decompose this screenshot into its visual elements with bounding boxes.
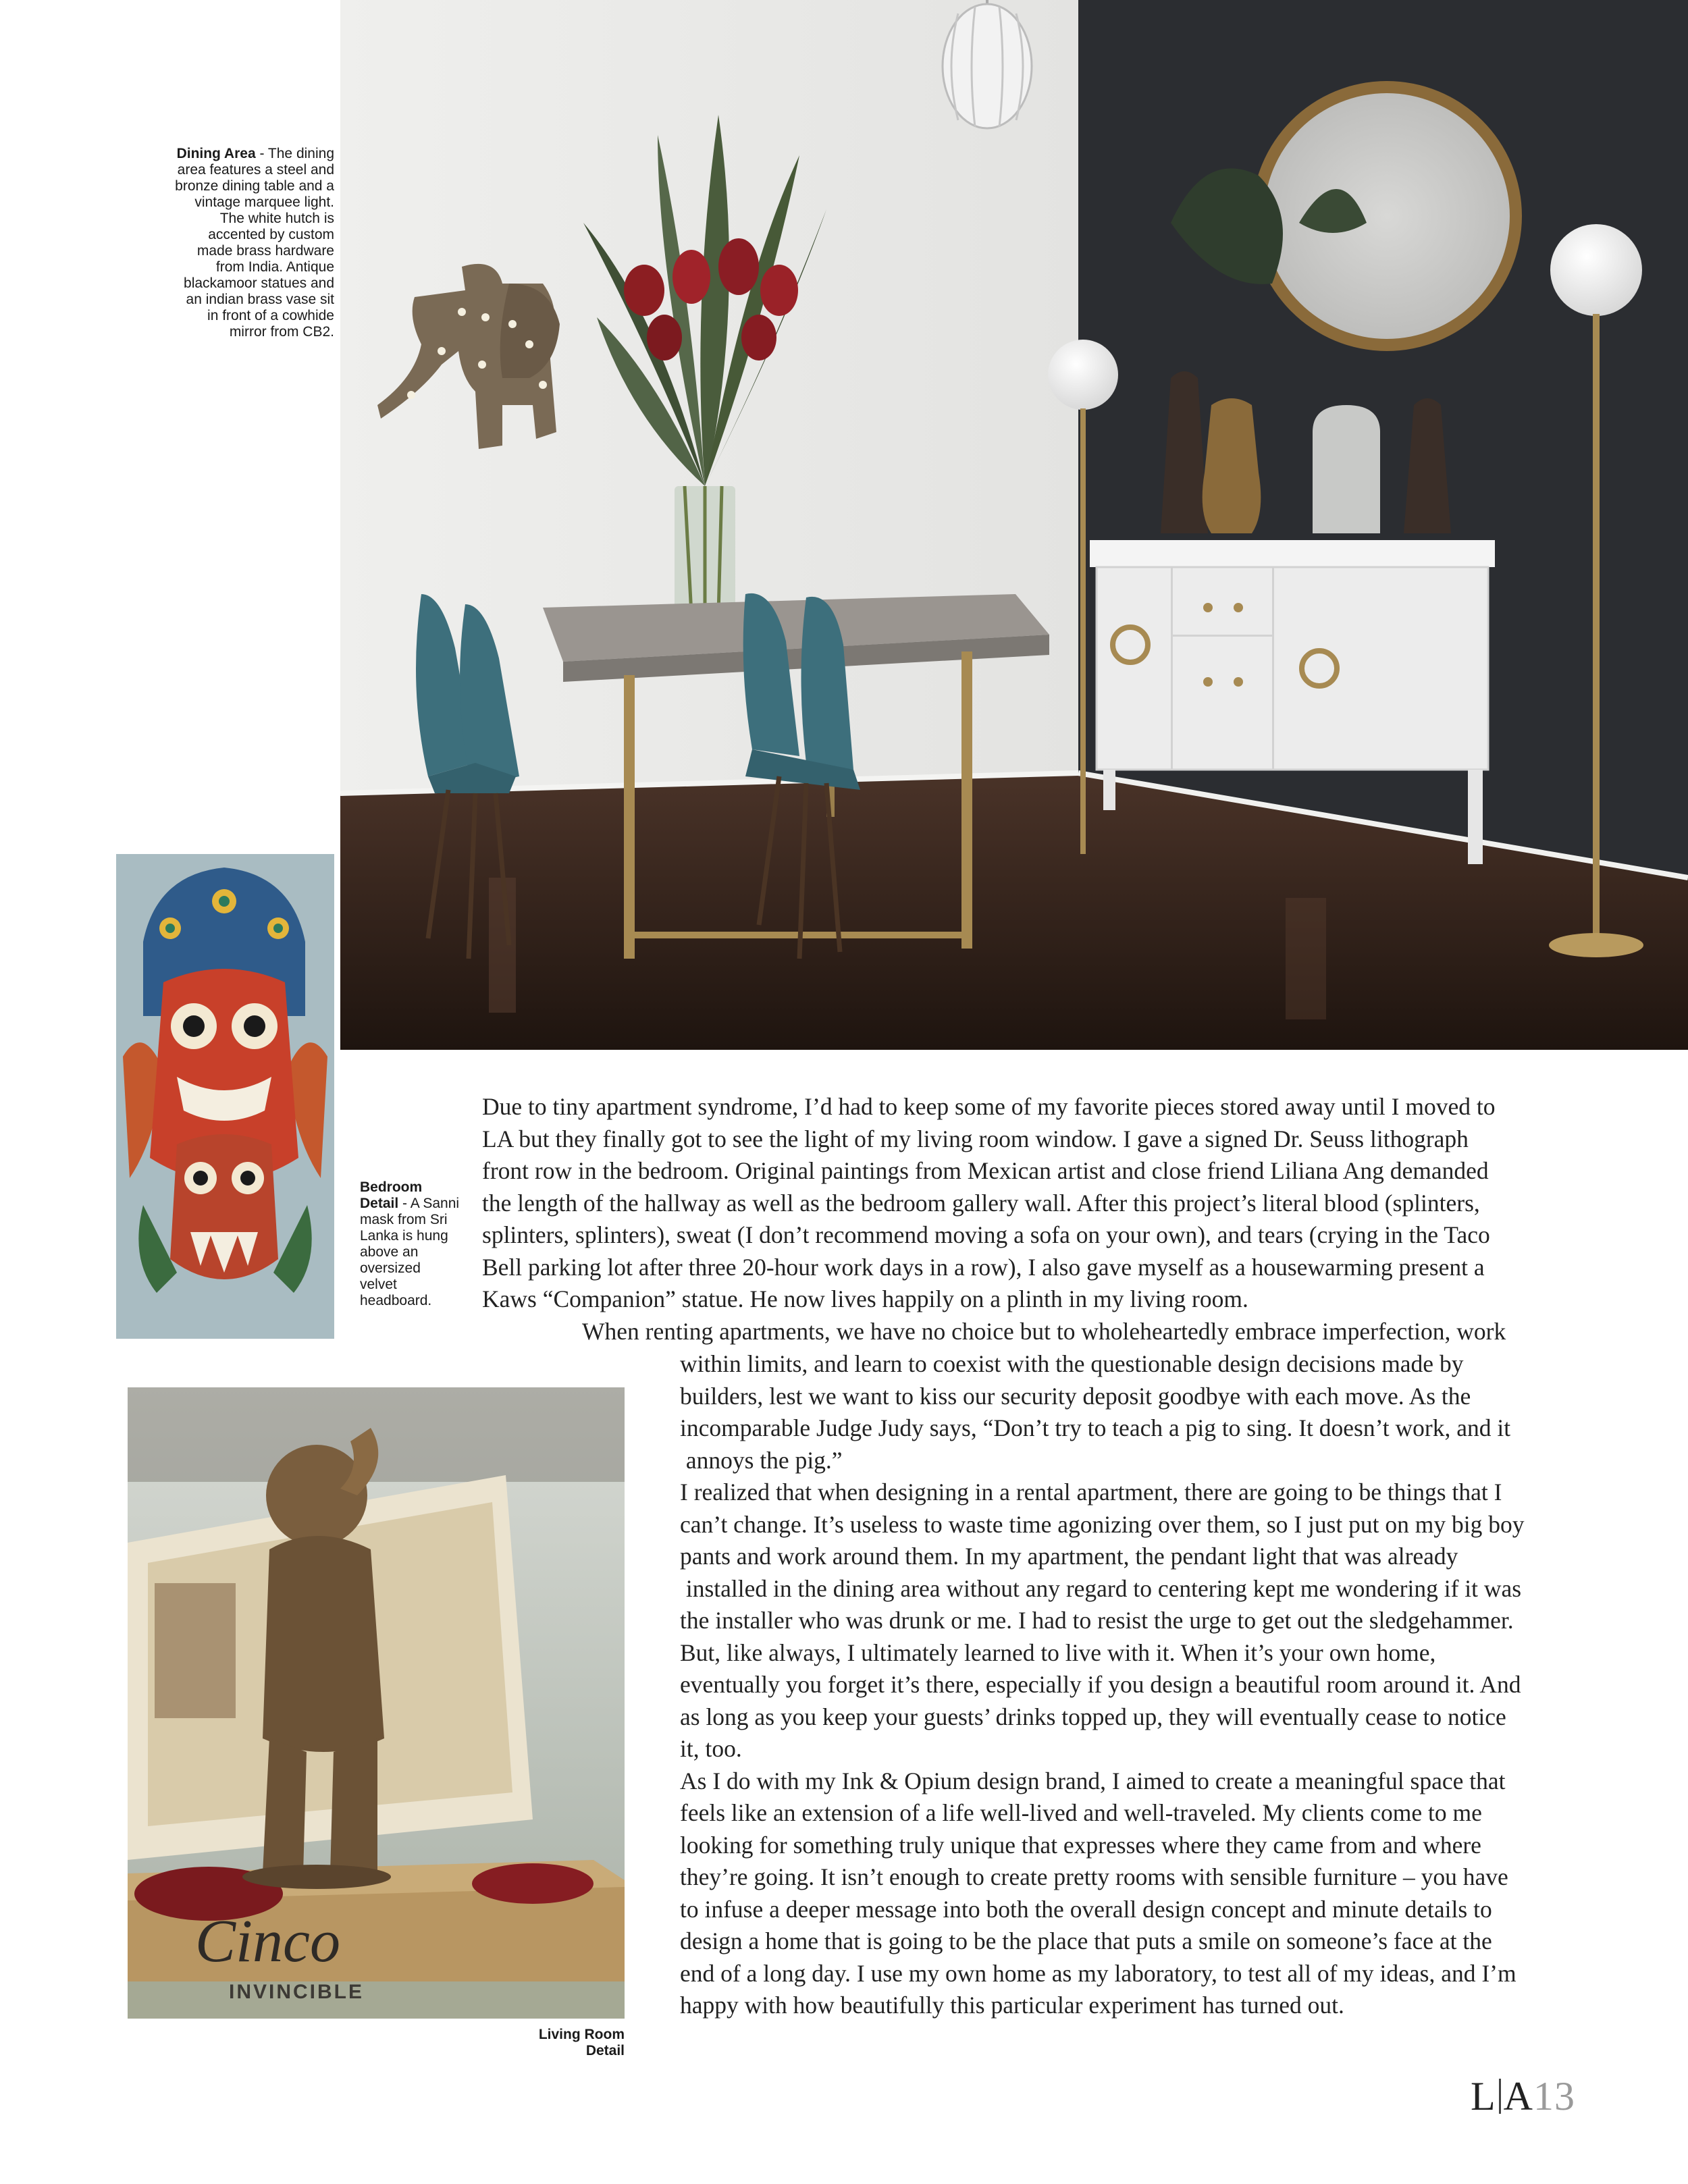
folio-a: A: [1503, 2074, 1533, 2119]
para3-line: as long as you keep your guests’ drinks topped up, they will eventually cease to notice: [680, 1703, 1506, 1730]
para4-line: looking for something truly unique that expresses where they came from and where: [680, 1831, 1481, 1859]
para3-line: pants and work around them. In my apartment, the pendant light that was already: [680, 1543, 1458, 1570]
folio-divider: [1499, 2079, 1501, 2114]
brass-vase: [1203, 398, 1261, 533]
caption-bedroom-title: Bedroom Detail: [360, 1179, 423, 1211]
article-paragraph-3: [680, 1476, 1606, 1765]
para2-line: builders, lest we want to kiss our security deposit goodbye with each move. As the: [680, 1382, 1471, 1410]
para4-line: design a home that is going to be the place that puts a smile on someone’s face at the: [680, 1927, 1492, 1954]
para4-line: to infuse a deeper message into both the overall design concept and minute details to: [680, 1895, 1492, 1923]
para3-line: it, too.: [680, 1735, 742, 1762]
para3-line: the installer who was drunk or me. I had to resist the urge to get out the sledgehammer.: [680, 1607, 1514, 1634]
article-paragraph-2: [680, 1348, 1606, 1476]
box-brand-label: Cinco: [195, 1908, 340, 1975]
article-intro-paragraph: [482, 1091, 1606, 1316]
astronaut-figurine-photo: [128, 1387, 625, 2019]
para3-line: installed in the dining area without any regard to centering kept me wondering if it was: [680, 1574, 1522, 1602]
para4-line: feels like an extension of a life well-lived and well-traveled. My clients come to me: [680, 1799, 1482, 1826]
dining-area-photo: [340, 0, 1688, 1050]
para4-line: happy with how beautifully this particular experiment has turned out.: [680, 1992, 1344, 2019]
caption-living-room-detail: [500, 2027, 625, 2059]
article-paragraph-2-first-line: [582, 1316, 1606, 1348]
caption-dining-area: [172, 146, 334, 340]
box-sub-label: INVINCIBLE: [229, 1981, 365, 2003]
intro-line: LA but they finally got to see the light of my living room window. I gave a signed Dr. Seuss lithograph: [482, 1125, 1469, 1152]
para4-line: end of a long day. I use my own home as my laboratory, to test all of my ideas, and I’m: [680, 1959, 1516, 1987]
para3-line: I realized that when designing in a rental apartment, there are going to be things that I: [680, 1479, 1502, 1506]
page-number: 13: [1533, 2074, 1575, 2119]
caption-bedroom-detail: [360, 1179, 461, 1309]
article-paragraph-4: [680, 1765, 1606, 2022]
glass-cloche: [1313, 405, 1380, 533]
folio-l: L: [1471, 2074, 1496, 2119]
para2-line: annoys the pig.”: [680, 1446, 843, 1474]
para4-line: As I do with my Ink & Opium design brand, I aimed to create a meaningful space that: [680, 1767, 1506, 1794]
caption-living-title: Living Room Detail: [538, 2027, 625, 2058]
article-column-text: [680, 1348, 1606, 2022]
para2-line: within limits, and learn to coexist with the questionable design decisions made by: [680, 1350, 1464, 1377]
intro-line: Due to tiny apartment syndrome, I’d had to keep some of my favorite pieces stored away until I moved to: [482, 1093, 1496, 1120]
para3-line: eventually you forget it’s there, especially if you design a beautiful room around it. And: [680, 1671, 1521, 1698]
caption-bedroom-text: - A Sanni mask from Sri Lanka is hung above an oversized velvet headboard.: [360, 1196, 460, 1308]
page-folio: [1471, 2074, 1575, 2119]
para2-first-line: When renting apartments, we have no choice but to wholeheartedly embrace imperfection, work: [582, 1318, 1506, 1345]
para3-line: But, like always, I ultimately learned to live with it. When it’s your own home,: [680, 1639, 1436, 1666]
caption-dining-title: Dining Area: [176, 146, 256, 161]
para4-line: they’re going. It isn’t enough to create pretty rooms with sensible furniture – you have: [680, 1863, 1508, 1890]
intro-line: front row in the bedroom. Original paintings from Mexican artist and close friend Liliana Ang demanded: [482, 1157, 1489, 1184]
para3-line: can’t change. It’s useless to waste time agonizing over them, so I just put on my big boy: [680, 1510, 1525, 1538]
intro-line: the length of the hallway as well as the bedroom gallery wall. After this project’s literal blood (splinters,: [482, 1189, 1480, 1217]
intro-line: splinters, splinters), sweat (I don’t recommend moving a sofa on your own), and tears (crying in the Taco: [482, 1221, 1490, 1248]
sanni-mask-photo: [116, 854, 334, 1339]
intro-line: Bell parking lot after three 20-hour work days in a row), I also gave myself as a housewarming present a: [482, 1253, 1485, 1281]
caption-dining-text: - The dining area features a steel and bronze dining table and a vintage marquee light. The white hutch is accented by custom made brass hardware from India. Antique blackamoor statues and an indian brass vase sit in front of a cowhide mirror from CB2.: [175, 146, 334, 340]
intro-line: Kaws “Companion” statue. He now lives happily on a plinth in my living room.: [482, 1285, 1248, 1312]
para2-line: incomparable Judge Judy says, “Don’t try to teach a pig to sing. It doesn’t work, and it: [680, 1414, 1511, 1441]
round-mirror: [1252, 81, 1522, 351]
